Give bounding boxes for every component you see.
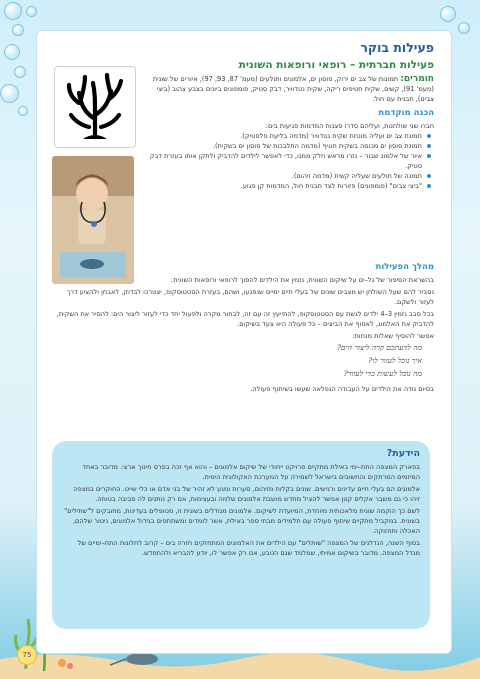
guiding-question: מה נוכל לעשות כדי לעזור?: [343, 369, 422, 378]
bubble-decoration: [440, 6, 456, 22]
bubble-decoration: [0, 84, 19, 103]
prep-intro: חברו שני שולחנות, ועליהם סדרו סצנות המדמות פגיעות בים:: [265, 122, 434, 130]
guiding-question: מה לדעתכם קרה ליצור הים?: [336, 343, 422, 352]
page-subtitle: פעילות חברתית – רופאי ורופאות השונית: [238, 59, 434, 71]
info-paragraph: בסוף השנה, הגדלנים של המצפה "שותלים" עם הילדים את האלמוגים המתחזקים חזרה בים – קרוב לחלונות התת–ימיים של מגדל המצפה. מדובר בשיקום אמיתי, שמלמד שגם הטבע, אם רק אפשר לו, יודע להבריא ולהתחדש.: [77, 539, 420, 557]
list-item: תמונת סוסון ים מכוסה בשקית חטיף (מדמה התלבכות של סוסון ים בשקית).: [54, 141, 422, 151]
flow-paragraph: בהשראת הסיפור של גל–ים על שיקום השונית, נזמין את הילדים להפוך לרופאי ורופאות השונית.: [171, 276, 434, 284]
flow-paragraph: בכל סבב נזמין 3–4 ילדים לגשת עם הסטטוסקופ, להתייעץ זה עם זה, לבחור מקרה ולפעול יחד כדי לעזור ליצור הים: להסיר את השקית, להדביק את האלמוג, לאסוף את הביצים – כל פעולה היא צעד בשיקום.: [56, 310, 434, 328]
float-spacer: [54, 40, 140, 128]
list-item: איור של אלמוג שבור – גזרו מראש חלק ממנו, כדי לאפשר לילדים להדביק ולתקן אותו בעזרת דבק סטיק.: [54, 151, 422, 171]
bubble-decoration: [14, 66, 26, 78]
list-item: תמונה של תולעים שעליה קשית (מדמה זיהום).: [54, 171, 422, 181]
main-content: [54, 40, 434, 394]
materials-label: חומרים:: [400, 74, 434, 84]
bubble-decoration: [26, 6, 37, 17]
list-item: "ביצי צבים" (פומפונים) פזורות לצד תבנית חול, המדמות קן פגוע.: [54, 181, 422, 191]
guiding-question: איך נוכל לעזור לו?: [368, 356, 422, 365]
prep-list: [54, 131, 434, 191]
list-item: תמונת צב ים ועליה מונחת שקית נטדוויר (מדמה בליעת פלסטיק).: [54, 131, 422, 141]
did-you-know-title: הידעת?: [386, 448, 420, 459]
page-title: פעילות בוקר: [360, 40, 434, 55]
bubble-decoration: [12, 24, 24, 36]
flow-heading: מהלך הפעילות: [375, 262, 434, 272]
bubble-decoration: [4, 44, 20, 60]
info-paragraph: בפארק המצפה התת–ימי באילת מתקיים פרויקט ייחודי של שיקום אלמוגים – והוא אף זכה בפרס חינוך ארצי. מדובר באחד המיזמים המרתקים והחשובים בישראל לשמירה על המערכת האקולוגית הימית.: [82, 463, 420, 481]
flow-paragraph: אפשר להוסיף שאלות מנחות:: [352, 332, 434, 340]
did-you-know-content: [64, 447, 420, 558]
page-number: 75: [17, 645, 37, 665]
flow-closing: בסיום נודה את הילדים על העבודה הנפלאה שעשו בשיתוף פעולה.: [250, 385, 434, 393]
bubble-decoration: [4, 2, 22, 20]
bubble-decoration: [458, 22, 470, 34]
info-paragraph: לשם כך הוקמה שונית מלאכותית מיוחדת, המיועדת לשיקום. אלמוגים מגודלים בשונית זו, מטופלים בעדינות, מחובקים ל"שתילים" בשונית. במקביל מתקיים שיתוף פעולה עם תלמידים מבתי ספר באילת, אשר לומדים ומשתתפים בגידול אלמוגים, ניטור שלהם, האכלה ותחזוקה.: [64, 507, 420, 535]
prep-heading: הכנה מוקדמת: [378, 108, 434, 118]
flow-paragraph: נסביר להם שעל השולחן יש מצבים שונים של בעלי חיים ימיים שנפגעו, ושהם, בעזרת הסטטוסקופ, יצטרכו לבדוק, לאבחן ולהציע דרך לעזור ולשקם.: [66, 288, 434, 306]
info-paragraph: אלמוגים הם בעלי חיים עדינים ורגישים. שונים בקלות מזיהום, סערות ומגע לא זהיר של בני אדם או כלי שייט. החוקרים במצפה זיהו כי גם משבר אקלים קטן אפשר להציל מחדש מושבת אלמוגים שלמה ובעצימות, אם רק נותנים לה סביבה בטוחה.: [73, 485, 420, 503]
stingray-icon: [126, 653, 158, 665]
bubble-decoration: [18, 106, 28, 116]
materials-text: תמונות של צב ים ירוק, סוסון ים, אלמוגים ותולעים (מעמ' 87, 93, 97), איורים של שונית (מעמ' 91), קשים, שקית חטיפים ריקה, שקית נטדוויר, דבק סטיק, פומפונים ביונים בצבע צהוב (ביצי צבים), תבנית עם חול.: [152, 75, 434, 103]
